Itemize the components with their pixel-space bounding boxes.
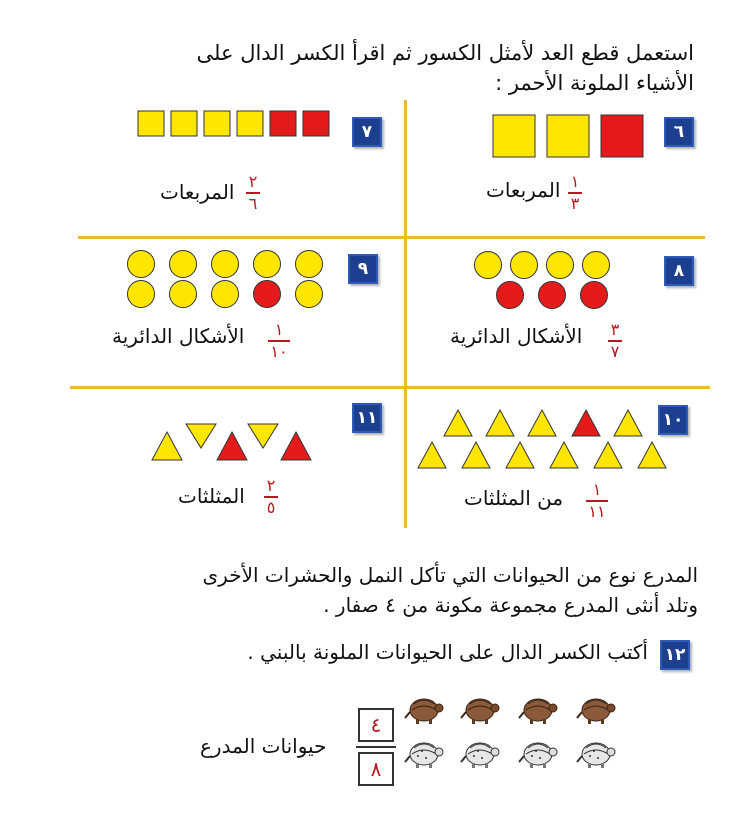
exercise-11-numerator: ٢	[266, 476, 276, 495]
exercise-8-denominator: ٧	[610, 342, 620, 361]
exercise-6-badge: ٦	[664, 117, 694, 147]
armadillo-gray-icon	[518, 738, 558, 770]
armadillo-gray-icon	[404, 738, 444, 770]
triangle-5	[614, 410, 642, 436]
denominator-box[interactable]: ٨	[358, 752, 394, 786]
square-1	[493, 115, 535, 157]
armadillo-brown-icon	[404, 694, 444, 726]
square-5	[270, 111, 296, 136]
circle-10	[296, 281, 323, 308]
paragraph-line-2: وتلد أنثى المدرع مجموعة مكونة من ٤ صفار .	[323, 593, 698, 617]
exercise-10-badge: ١٠	[658, 405, 688, 435]
armadillo-paragraph	[58, 560, 698, 620]
exercise-11-fraction	[264, 478, 278, 516]
triangle-3	[217, 432, 247, 460]
instructions-line-1: استعمل قطع العد لأمثل الكسور ثم اقرأ الكسر الدال على	[196, 41, 694, 65]
exercise-9-denominator: ١٠	[270, 342, 288, 361]
circle-9	[254, 281, 281, 308]
exercise-8-numerator: ٣	[610, 320, 620, 339]
exercise-6-denominator: ٣	[570, 194, 580, 213]
exercise-12-label: حيوانات المدرع	[200, 734, 327, 758]
exercise-11-label: المثلثات	[178, 484, 245, 508]
exercise-7-label: المربعات	[160, 180, 235, 204]
exercise-10-denominator: ١١	[588, 502, 606, 521]
exercise-10-triangles	[416, 408, 670, 472]
exercise-6-squares	[492, 114, 650, 158]
square-2	[171, 111, 197, 136]
triangle-5	[281, 432, 311, 460]
exercise-12-badge: ١٢	[660, 640, 690, 670]
exercise-6-fraction	[568, 174, 582, 212]
paragraph-line-1: المدرع نوع من الحيوانات التي تأكل النمل والحشرات الأخرى	[202, 563, 698, 587]
circle-2	[511, 252, 538, 279]
exercise-11-badge: ١١	[352, 403, 382, 433]
circle-1	[475, 252, 502, 279]
circle-3	[547, 252, 574, 279]
triangle-2	[186, 424, 216, 448]
circle-6	[539, 282, 566, 309]
triangle-8	[506, 442, 534, 468]
armadillo-brown-icon	[518, 694, 558, 726]
exercise-8-badge: ٨	[664, 256, 694, 286]
exercise-10-label: من المثلثات	[464, 486, 564, 510]
triangle-10	[594, 442, 622, 468]
triangle-11	[638, 442, 666, 468]
square-1	[138, 111, 164, 136]
triangle-4	[248, 424, 278, 448]
fraction-bar	[356, 746, 396, 748]
triangle-6	[418, 442, 446, 468]
circle-7	[170, 281, 197, 308]
exercise-9-fraction	[268, 322, 290, 360]
grid-divider-1	[78, 236, 705, 239]
circle-2	[170, 251, 197, 278]
exercise-7-squares	[137, 110, 331, 138]
exercise-9-numerator: ١	[274, 320, 284, 339]
square-2	[547, 115, 589, 157]
exercise-7-numerator: ٢	[248, 172, 258, 191]
exercise-8-label: الأشكال الدائرية	[450, 324, 583, 348]
triangle-9	[550, 442, 578, 468]
square-3	[601, 115, 643, 157]
circle-4	[254, 251, 281, 278]
circle-5	[296, 251, 323, 278]
exercise-9-badge: ٩	[348, 254, 378, 284]
triangle-4	[572, 410, 600, 436]
exercise-10-fraction	[586, 482, 608, 520]
exercise-6-label: المربعات	[486, 178, 561, 202]
circle-4	[583, 252, 610, 279]
exercise-11-triangles	[150, 420, 316, 464]
armadillo-brown-icon	[460, 694, 500, 726]
circle-7	[581, 282, 608, 309]
circle-5	[497, 282, 524, 309]
exercise-9-circles	[124, 248, 328, 312]
square-4	[237, 111, 263, 136]
circle-8	[212, 281, 239, 308]
armadillo-group	[402, 690, 622, 780]
exercise-8-circles	[472, 250, 636, 312]
exercise-6-numerator: ١	[570, 172, 580, 191]
grid-divider-2	[70, 386, 710, 389]
instructions-line-2: الأشياء الملونة الأحمر :	[495, 71, 694, 95]
triangle-2	[486, 410, 514, 436]
exercise-12-fraction-boxes	[356, 708, 396, 786]
triangle-7	[462, 442, 490, 468]
exercise-9-label: الأشكال الدائرية	[112, 324, 245, 348]
triangle-1	[444, 410, 472, 436]
armadillo-gray-icon	[576, 738, 616, 770]
instructions	[134, 38, 694, 98]
square-6	[303, 111, 329, 136]
exercise-10-numerator: ١	[592, 480, 602, 499]
exercise-7-fraction	[246, 174, 260, 212]
circle-1	[128, 251, 155, 278]
circle-3	[212, 251, 239, 278]
armadillo-gray-icon	[460, 738, 500, 770]
circle-6	[128, 281, 155, 308]
exercise-8-fraction	[608, 322, 622, 360]
armadillo-brown-icon	[576, 694, 616, 726]
square-3	[204, 111, 230, 136]
exercise-7-denominator: ٦	[248, 194, 258, 213]
grid-vertical-divider	[404, 100, 407, 528]
exercise-7-badge: ٧	[352, 117, 382, 147]
numerator-box[interactable]: ٤	[358, 708, 394, 742]
exercise-11-denominator: ٥	[266, 498, 276, 517]
triangle-3	[528, 410, 556, 436]
triangle-1	[152, 432, 182, 460]
exercise-12-prompt: أكتب الكسر الدال على الحيوانات الملونة بالبني .	[247, 640, 648, 664]
